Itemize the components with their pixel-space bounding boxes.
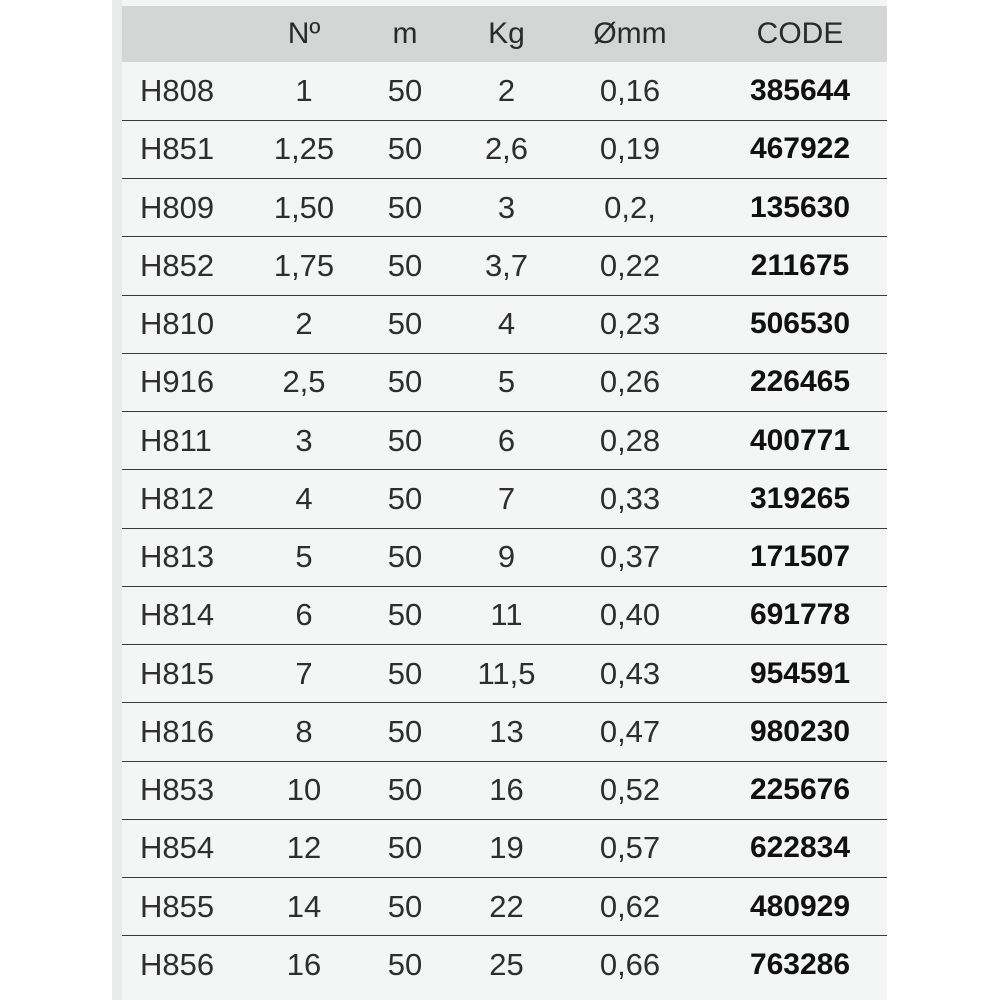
cell-diameter: 0,26 (569, 353, 691, 411)
table-row (122, 120, 887, 178)
table-row (122, 936, 887, 994)
table-row (122, 586, 887, 644)
table-row (122, 819, 887, 877)
table-row (122, 761, 887, 819)
cell-number: 2 (242, 295, 366, 353)
cell-diameter: 0,57 (569, 819, 691, 877)
cell-code: 622834 (691, 819, 887, 877)
cell-ref: H809 (122, 179, 242, 237)
cell-kg: 6 (444, 412, 569, 470)
cell-number: 10 (242, 761, 366, 819)
cell-ref: H816 (122, 703, 242, 761)
cell-code: 171507 (691, 528, 887, 586)
cell-number: 16 (242, 936, 366, 994)
cell-diameter: 0,33 (569, 470, 691, 528)
cell-meters: 50 (366, 761, 444, 819)
cell-diameter: 0,23 (569, 295, 691, 353)
cell-diameter: 0,22 (569, 237, 691, 295)
cell-kg: 5 (444, 353, 569, 411)
cell-kg: 11 (444, 586, 569, 644)
cell-meters: 50 (366, 936, 444, 994)
cell-ref: H811 (122, 412, 242, 470)
cell-meters: 50 (366, 120, 444, 178)
cell-meters: 50 (366, 179, 444, 237)
table-row (122, 470, 887, 528)
cell-code: 226465 (691, 353, 887, 411)
cell-diameter: 0,43 (569, 645, 691, 703)
cell-number: 4 (242, 470, 366, 528)
header-meters: m (392, 17, 418, 50)
cell-code: 954591 (691, 645, 887, 703)
table-row (122, 237, 887, 295)
table-row (122, 62, 887, 120)
cell-diameter: 0,47 (569, 703, 691, 761)
cell-number: 14 (242, 878, 366, 936)
cell-meters: 50 (366, 645, 444, 703)
cell-code: 467922 (691, 120, 887, 178)
cell-meters: 50 (366, 819, 444, 877)
cell-number: 12 (242, 819, 366, 877)
cell-meters: 50 (366, 586, 444, 644)
cell-diameter: 0,28 (569, 412, 691, 470)
cell-number: 7 (242, 645, 366, 703)
header-diameter: Ømm (593, 17, 667, 50)
sheet-left-margin (112, 0, 122, 1000)
cell-number: 8 (242, 703, 366, 761)
cell-diameter: 0,2, (569, 179, 691, 237)
table-row (122, 412, 887, 470)
cell-ref: H855 (122, 878, 242, 936)
cell-code: 385644 (691, 62, 887, 120)
table-row (122, 295, 887, 353)
cell-kg: 13 (444, 703, 569, 761)
cell-diameter: 0,52 (569, 761, 691, 819)
cell-diameter: 0,40 (569, 586, 691, 644)
cell-meters: 50 (366, 412, 444, 470)
table-row (122, 703, 887, 761)
cell-meters: 50 (366, 470, 444, 528)
cell-number: 1,50 (242, 179, 366, 237)
table-row (122, 878, 887, 936)
header-number: Nº (287, 17, 321, 50)
cell-meters: 50 (366, 703, 444, 761)
cell-diameter: 0,66 (569, 936, 691, 994)
cell-meters: 50 (366, 878, 444, 936)
table-row (122, 528, 887, 586)
cell-meters: 50 (366, 353, 444, 411)
cell-ref: H916 (122, 353, 242, 411)
header-kg: Kg (488, 17, 525, 50)
cell-ref: H856 (122, 936, 242, 994)
cell-diameter: 0,16 (569, 62, 691, 120)
cell-code: 135630 (691, 179, 887, 237)
table-row (122, 645, 887, 703)
cell-kg: 19 (444, 819, 569, 877)
cell-code: 980230 (691, 703, 887, 761)
cell-meters: 50 (366, 237, 444, 295)
cell-kg: 2 (444, 62, 569, 120)
cell-ref: H852 (122, 237, 242, 295)
cell-kg: 16 (444, 761, 569, 819)
cell-number: 1 (242, 62, 366, 120)
cell-code: 225676 (691, 761, 887, 819)
cell-ref: H810 (122, 295, 242, 353)
cell-code: 319265 (691, 470, 887, 528)
cell-kg: 25 (444, 936, 569, 994)
cell-ref: H813 (122, 528, 242, 586)
table-row (122, 179, 887, 237)
cell-ref: H815 (122, 645, 242, 703)
table-body (122, 62, 887, 994)
cell-number: 6 (242, 586, 366, 644)
cell-kg: 22 (444, 878, 569, 936)
product-spec-table (122, 6, 887, 994)
cell-kg: 3 (444, 179, 569, 237)
cell-code: 506530 (691, 295, 887, 353)
cell-meters: 50 (366, 62, 444, 120)
cell-kg: 3,7 (444, 237, 569, 295)
cell-ref: H854 (122, 819, 242, 877)
table-header (122, 6, 887, 62)
cell-ref: H851 (122, 120, 242, 178)
cell-ref: H808 (122, 62, 242, 120)
header-row (122, 6, 887, 62)
cell-ref: H814 (122, 586, 242, 644)
cell-number: 1,75 (242, 237, 366, 295)
header-ref (122, 6, 242, 62)
cell-code: 400771 (691, 412, 887, 470)
cell-code: 763286 (691, 936, 887, 994)
cell-code: 480929 (691, 878, 887, 936)
cell-kg: 4 (444, 295, 569, 353)
cell-kg: 2,6 (444, 120, 569, 178)
cell-meters: 50 (366, 295, 444, 353)
cell-number: 1,25 (242, 120, 366, 178)
cell-diameter: 0,62 (569, 878, 691, 936)
header-code: CODE (756, 17, 844, 50)
cell-kg: 11,5 (444, 645, 569, 703)
cell-code: 211675 (691, 237, 887, 295)
cell-number: 2,5 (242, 353, 366, 411)
table-row (122, 353, 887, 411)
cell-kg: 7 (444, 470, 569, 528)
cell-number: 3 (242, 412, 366, 470)
cell-diameter: 0,37 (569, 528, 691, 586)
cell-meters: 50 (366, 528, 444, 586)
cell-diameter: 0,19 (569, 120, 691, 178)
cell-ref: H853 (122, 761, 242, 819)
cell-code: 691778 (691, 586, 887, 644)
cell-number: 5 (242, 528, 366, 586)
cell-ref: H812 (122, 470, 242, 528)
cell-kg: 9 (444, 528, 569, 586)
